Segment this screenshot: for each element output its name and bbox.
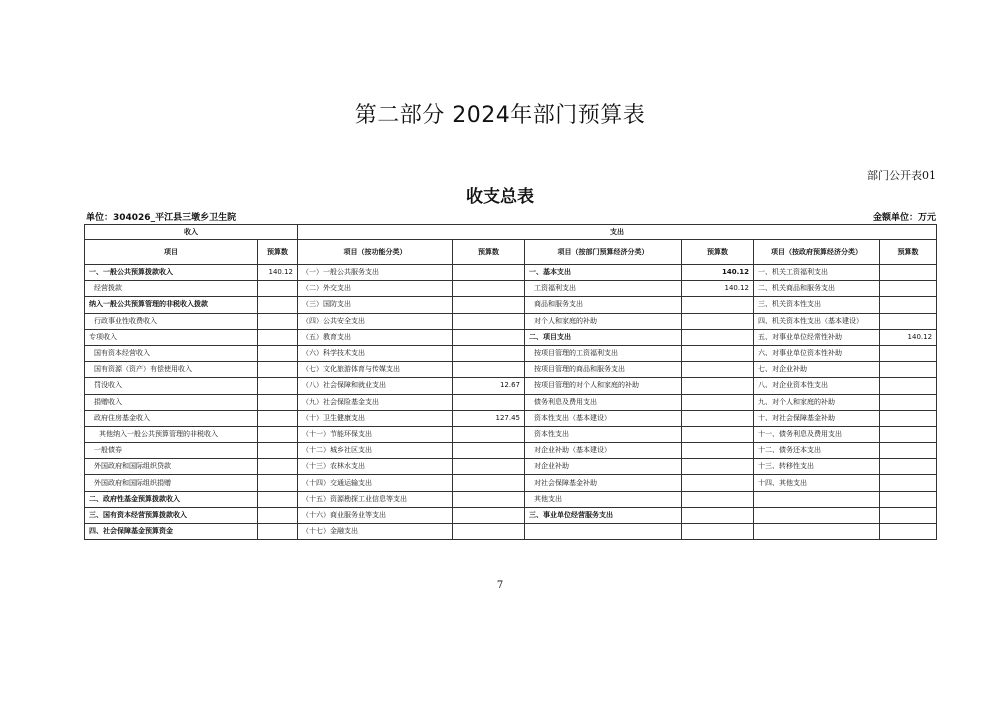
table-row (85, 459, 937, 475)
table-row (85, 378, 937, 394)
table-title: 收支总表 (466, 187, 534, 207)
income-item-cell: 国有资本经营收入 (85, 345, 258, 361)
income-amount-cell (258, 297, 298, 313)
table-row (85, 475, 937, 491)
gov-econ-amount-cell (880, 459, 937, 475)
income-item-cell: 三、国有资本经营预算拨款收入 (85, 507, 258, 523)
gov-econ-item-cell: 八、对企业资本性支出 (754, 378, 880, 394)
dept-econ-item-cell: 工资福利支出 (525, 281, 682, 297)
gov-econ-amount-cell (880, 475, 937, 491)
table-row (85, 297, 937, 313)
income-item-cell: 捐赠收入 (85, 394, 258, 410)
income-amount-cell (258, 491, 298, 507)
income-amount-header: 预算数 (258, 240, 298, 265)
table-row (85, 491, 937, 507)
budget-summary-table (84, 224, 937, 540)
gov-econ-amount-cell (880, 507, 937, 523)
dept-econ-item-cell: 二、项目支出 (525, 329, 682, 345)
func-amount-cell (453, 345, 525, 361)
func-amount-cell: 127.45 (453, 410, 525, 426)
income-amount-cell: 140.12 (258, 265, 298, 281)
income-amount-cell (258, 362, 298, 378)
func-amount-cell (453, 362, 525, 378)
gov-econ-amount-cell (880, 297, 937, 313)
dept-econ-amount-cell (682, 491, 754, 507)
dept-econ-item-cell: 对个人和家庭的补助 (525, 313, 682, 329)
gov-econ-amount-cell (880, 394, 937, 410)
gov-econ-item-cell: 十二、债务还本支出 (754, 443, 880, 459)
dept-econ-item-cell: 其他支出 (525, 491, 682, 507)
gov-econ-item-cell (754, 524, 880, 540)
income-item-cell: 行政事业性收费收入 (85, 313, 258, 329)
dept-econ-item-cell: 资本性支出 (525, 426, 682, 442)
dept-econ-amount-cell (682, 524, 754, 540)
func-amount-cell (453, 459, 525, 475)
table-code: 部门公开表01 (867, 169, 936, 182)
gov-econ-amount-cell (880, 378, 937, 394)
dept-econ-item-cell (525, 524, 682, 540)
func-item-cell: （八）社会保障和就业支出 (298, 378, 453, 394)
income-amount-cell (258, 475, 298, 491)
dept-econ-amount-cell (682, 378, 754, 394)
func-amount-header: 预算数 (453, 240, 525, 265)
table-row (85, 362, 937, 378)
income-amount-cell (258, 394, 298, 410)
gov-econ-amount-cell (880, 265, 937, 281)
income-item-header: 项目 (85, 240, 258, 265)
gov-econ-amount-header: 预算数 (880, 240, 937, 265)
dept-econ-amount-cell (682, 313, 754, 329)
income-amount-cell (258, 313, 298, 329)
func-amount-cell (453, 297, 525, 313)
func-item-cell: （十二）城乡社区支出 (298, 443, 453, 459)
dept-econ-item-cell: 按项目管理的对个人和家庭的补助 (525, 378, 682, 394)
gov-econ-amount-cell (880, 362, 937, 378)
income-item-cell: 罚没收入 (85, 378, 258, 394)
dept-econ-amount-cell (682, 329, 754, 345)
income-amount-cell (258, 426, 298, 442)
dept-econ-item-header: 项目（按部门预算经济分类） (525, 240, 682, 265)
table-row (85, 345, 937, 361)
table-row (85, 443, 937, 459)
income-amount-cell (258, 459, 298, 475)
unit-label: 单位：304026_平江县三墩乡卫生院 (86, 213, 237, 223)
gov-econ-amount-cell: 140.12 (880, 329, 937, 345)
gov-econ-amount-cell (880, 313, 937, 329)
func-amount-cell (453, 491, 525, 507)
table-row (85, 265, 937, 281)
func-amount-cell (453, 394, 525, 410)
expense-header: 支出 (298, 225, 937, 240)
gov-econ-item-cell: 四、机关资本性支出（基本建设） (754, 313, 880, 329)
func-item-cell: （一）一般公共服务支出 (298, 265, 453, 281)
income-item-cell: 一、一般公共预算拨款收入 (85, 265, 258, 281)
gov-econ-item-cell: 十四、其他支出 (754, 475, 880, 491)
dept-econ-amount-cell (682, 345, 754, 361)
dept-econ-amount-cell (682, 426, 754, 442)
func-item-cell: （六）科学技术支出 (298, 345, 453, 361)
dept-econ-item-cell: 对社会保障基金补助 (525, 475, 682, 491)
dept-econ-item-cell: 一、基本支出 (525, 265, 682, 281)
dept-econ-amount-cell: 140.12 (682, 265, 754, 281)
func-item-cell: （九）社会保险基金支出 (298, 394, 453, 410)
gov-econ-item-cell: 十、对社会保障基金补助 (754, 410, 880, 426)
dept-econ-item-cell: 三、事业单位经营服务支出 (525, 507, 682, 523)
income-item-cell: 纳入一般公共预算管理的非税收入拨款 (85, 297, 258, 313)
gov-econ-item-cell: 九、对个人和家庭的补助 (754, 394, 880, 410)
gov-econ-item-cell: 七、对企业补助 (754, 362, 880, 378)
func-amount-cell (453, 524, 525, 540)
func-item-cell: （三）国防支出 (298, 297, 453, 313)
income-item-cell: 经营拨款 (85, 281, 258, 297)
income-item-cell: 其他纳入一般公共预算管理的非税收入 (85, 426, 258, 442)
gov-econ-item-cell: 二、机关商品和服务支出 (754, 281, 880, 297)
income-amount-cell (258, 507, 298, 523)
page-number: 7 (496, 580, 504, 591)
income-item-cell: 专项收入 (85, 329, 258, 345)
dept-econ-amount-cell (682, 410, 754, 426)
gov-econ-item-cell: 六、对事业单位资本性补助 (754, 345, 880, 361)
table-row (85, 410, 937, 426)
func-item-cell: （十六）商业服务业等支出 (298, 507, 453, 523)
amount-unit-label: 金额单位：万元 (872, 213, 936, 223)
gov-econ-amount-cell (880, 426, 937, 442)
func-amount-cell (453, 475, 525, 491)
gov-econ-amount-cell (880, 491, 937, 507)
gov-econ-item-header: 项目（按政府预算经济分类） (754, 240, 880, 265)
func-item-cell: （十七）金融支出 (298, 524, 453, 540)
gov-econ-item-cell: 三、机关资本性支出 (754, 297, 880, 313)
dept-econ-amount-header: 预算数 (682, 240, 754, 265)
func-item-cell: （十五）资源勘探工业信息等支出 (298, 491, 453, 507)
dept-econ-amount-cell (682, 507, 754, 523)
table-row (85, 507, 937, 523)
gov-econ-amount-cell (880, 443, 937, 459)
dept-econ-amount-cell (682, 459, 754, 475)
func-amount-cell (453, 265, 525, 281)
income-amount-cell (258, 345, 298, 361)
gov-econ-item-cell: 一、机关工资福利支出 (754, 265, 880, 281)
table-row (85, 329, 937, 345)
dept-econ-amount-cell: 140.12 (682, 281, 754, 297)
income-item-cell: 外国政府和国际组织贷款 (85, 459, 258, 475)
dept-econ-amount-cell (682, 475, 754, 491)
table-row (85, 426, 937, 442)
func-amount-cell (453, 329, 525, 345)
gov-econ-item-cell (754, 507, 880, 523)
table-row (85, 281, 937, 297)
dept-econ-amount-cell (682, 394, 754, 410)
dept-econ-item-cell: 对企业补助 (525, 459, 682, 475)
income-item-cell: 一般债券 (85, 443, 258, 459)
dept-econ-item-cell: 按项目管理的商品和服务支出 (525, 362, 682, 378)
income-item-cell: 四、社会保障基金预算资金 (85, 524, 258, 540)
dept-econ-item-cell: 商品和服务支出 (525, 297, 682, 313)
dept-econ-item-cell: 债务利息及费用支出 (525, 394, 682, 410)
gov-econ-amount-cell (880, 281, 937, 297)
income-amount-cell (258, 329, 298, 345)
func-item-cell: （七）文化旅游体育与传媒支出 (298, 362, 453, 378)
income-amount-cell (258, 443, 298, 459)
func-item-cell: （十四）交通运输支出 (298, 475, 453, 491)
gov-econ-amount-cell (880, 524, 937, 540)
income-amount-cell (258, 378, 298, 394)
func-item-cell: （十一）节能环保支出 (298, 426, 453, 442)
income-amount-cell (258, 281, 298, 297)
table-row (85, 524, 937, 540)
func-item-cell: （五）教育支出 (298, 329, 453, 345)
dept-econ-amount-cell (682, 443, 754, 459)
gov-econ-item-cell (754, 491, 880, 507)
income-item-cell: 二、政府性基金预算拨款收入 (85, 491, 258, 507)
dept-econ-amount-cell (682, 297, 754, 313)
func-item-cell: （四）公共安全支出 (298, 313, 453, 329)
income-header: 收入 (85, 225, 298, 240)
gov-econ-item-cell: 十三、转移性支出 (754, 459, 880, 475)
func-amount-cell (453, 443, 525, 459)
func-amount-cell (453, 426, 525, 442)
func-amount-cell: 12.67 (453, 378, 525, 394)
func-amount-cell (453, 281, 525, 297)
func-item-cell: （十）卫生健康支出 (298, 410, 453, 426)
dept-econ-item-cell: 按项目管理的工资福利支出 (525, 345, 682, 361)
table-row (85, 394, 937, 410)
dept-econ-item-cell: 对企业补助（基本建设） (525, 443, 682, 459)
table-row (85, 313, 937, 329)
dept-econ-amount-cell (682, 362, 754, 378)
income-item-cell: 外国政府和国际组织捐赠 (85, 475, 258, 491)
gov-econ-item-cell: 十一、债务利息及费用支出 (754, 426, 880, 442)
func-item-cell: （二）外交支出 (298, 281, 453, 297)
income-amount-cell (258, 410, 298, 426)
func-item-cell: （十三）农林水支出 (298, 459, 453, 475)
gov-econ-amount-cell (880, 410, 937, 426)
func-amount-cell (453, 313, 525, 329)
income-item-cell: 政府住房基金收入 (85, 410, 258, 426)
income-item-cell: 国有资源（资产）有偿使用收入 (85, 362, 258, 378)
gov-econ-item-cell: 五、对事业单位经常性补助 (754, 329, 880, 345)
income-amount-cell (258, 524, 298, 540)
dept-econ-item-cell: 资本性支出（基本建设） (525, 410, 682, 426)
func-item-header: 项目（按功能分类） (298, 240, 453, 265)
func-amount-cell (453, 507, 525, 523)
gov-econ-amount-cell (880, 345, 937, 361)
part-title: 第二部分 2024年部门预算表 (354, 103, 646, 128)
